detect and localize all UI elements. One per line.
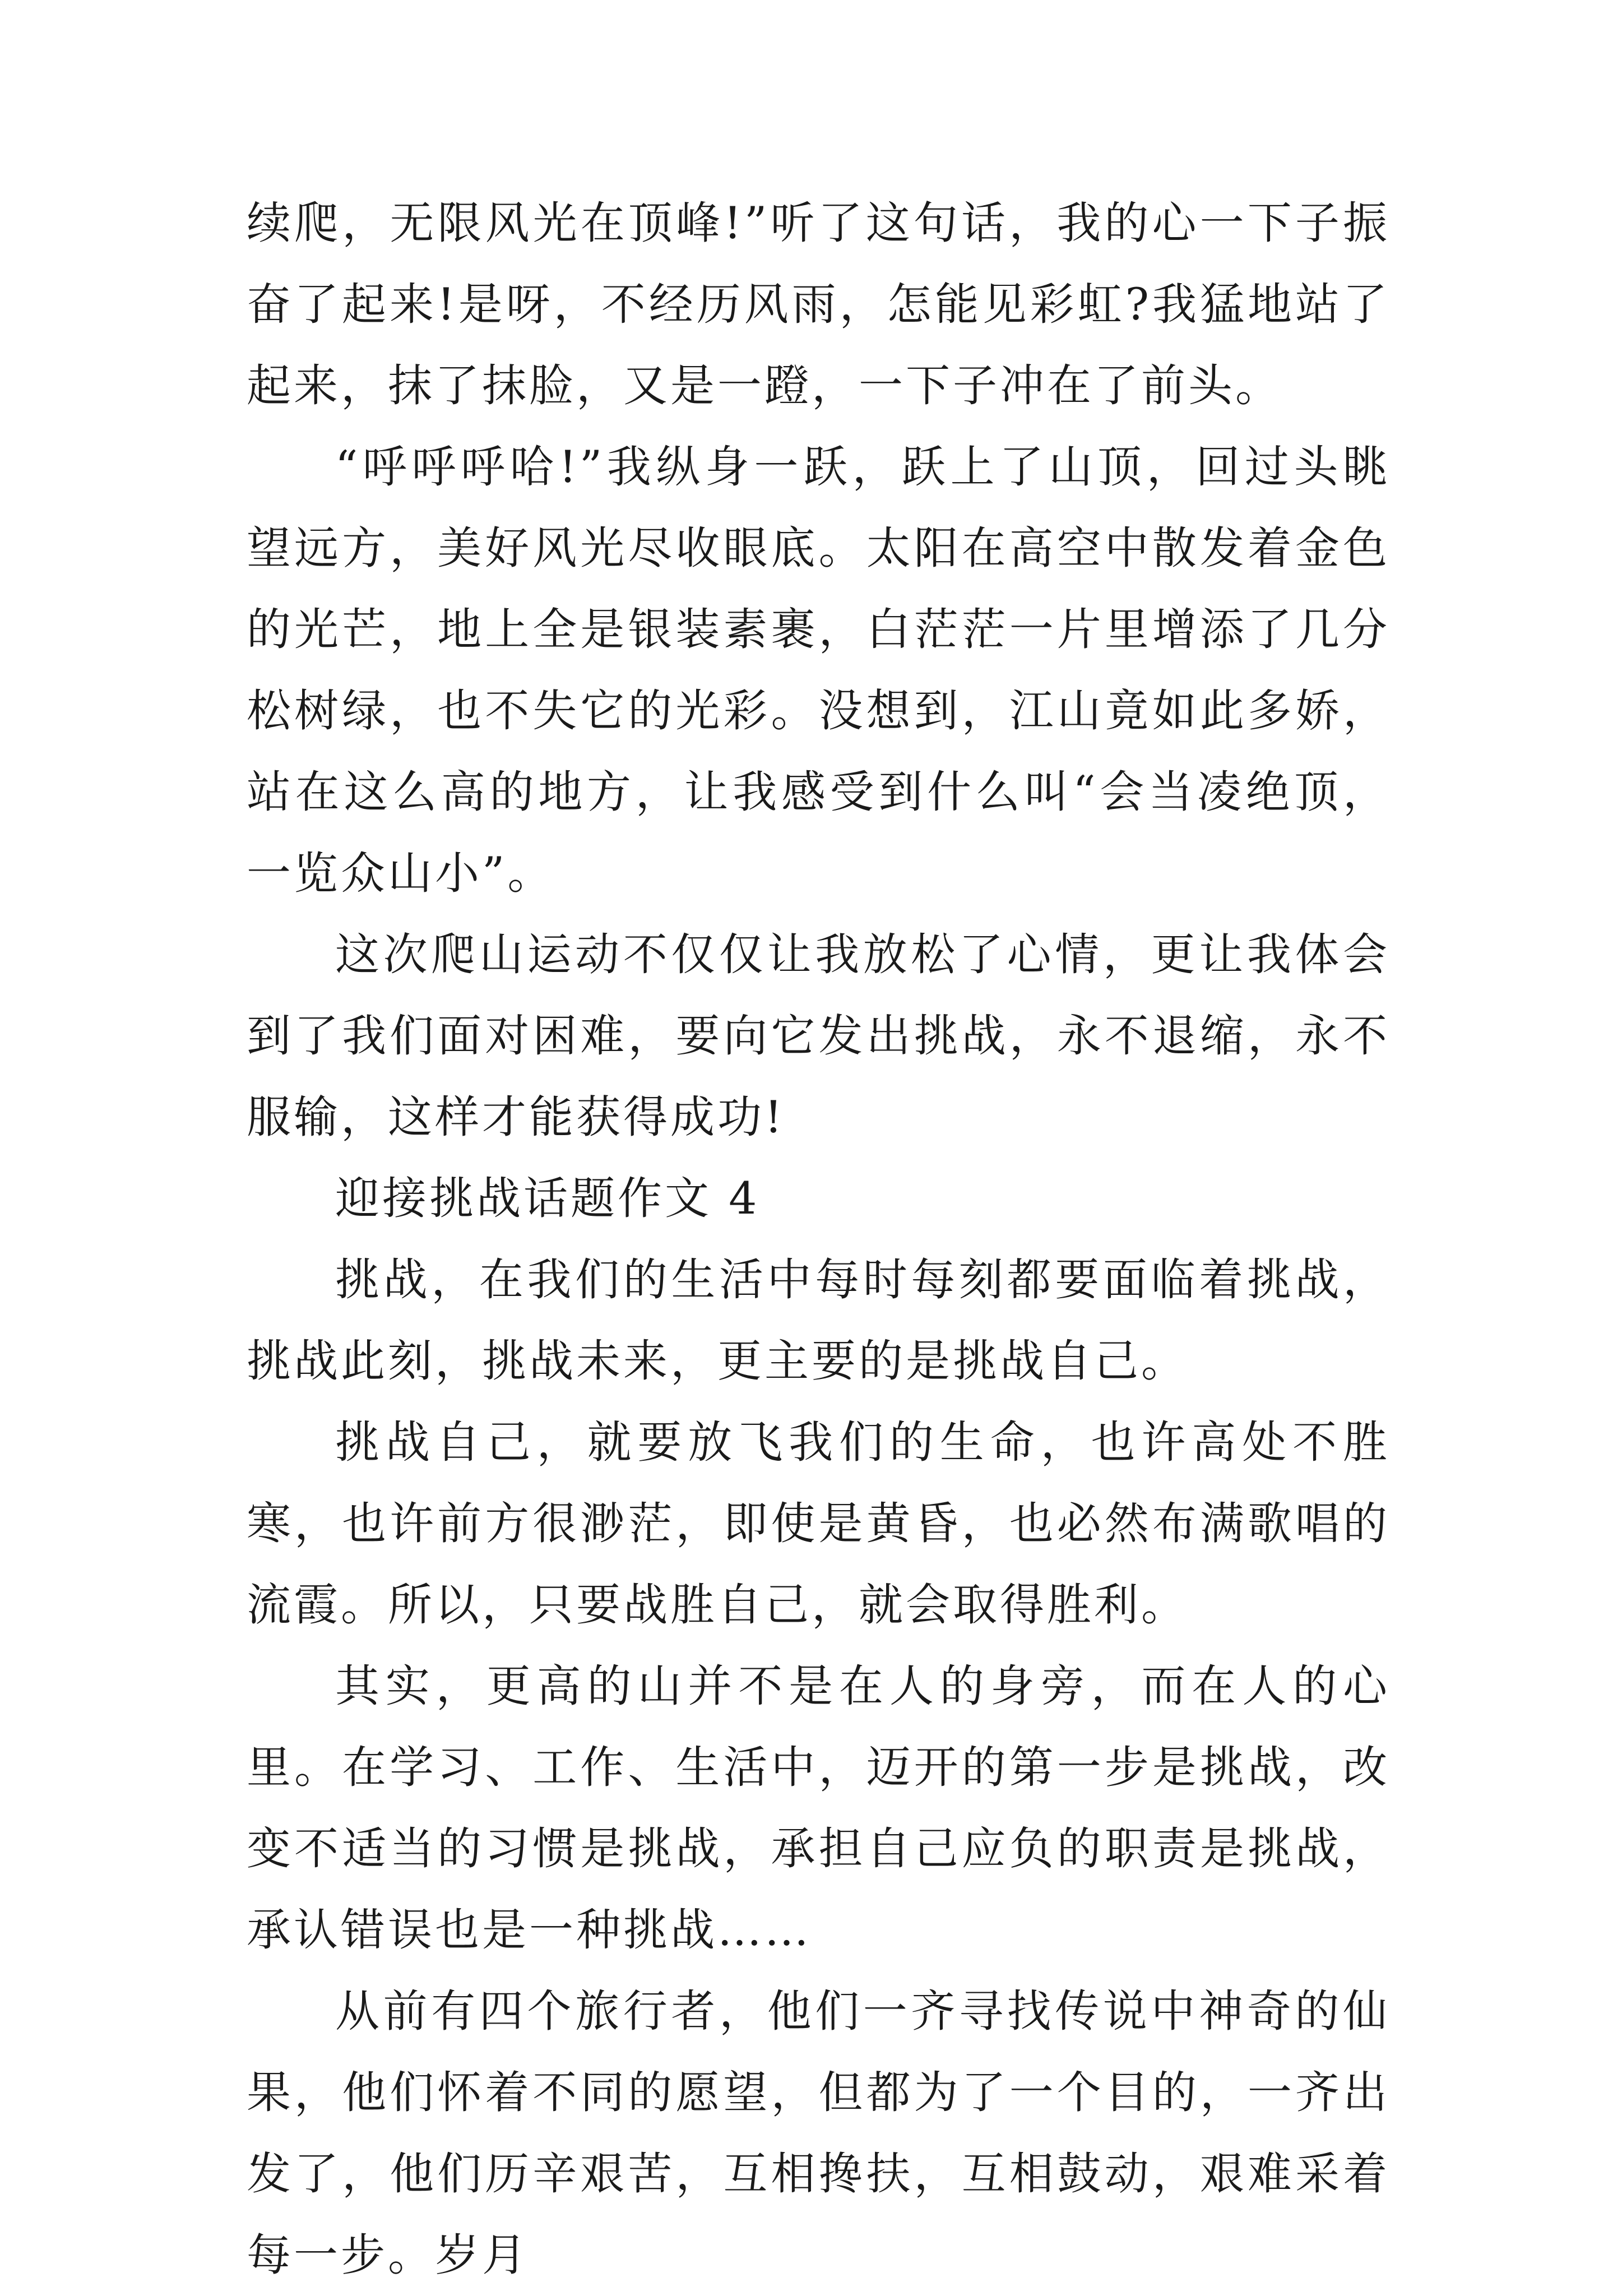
paragraph-reflection: 这次爬山运动不仅仅让我放松了心情，更让我体会到了我们面对困难，要向它发出挑战，永不退缩，永不服输，这样才能获得成功! — [247, 929, 1390, 1143]
essay-heading: 迎接挑战话题作文 4 — [335, 1173, 760, 1224]
paragraph-challenge-self: 挑战自己，就要放飞我们的生命，也许高处不胜寒，也许前方很渺茫，即使是黄昏，也必然布满歌唱的流霞。所以，只要战胜自己，就会取得胜利。 — [247, 1417, 1390, 1631]
essay-body — [247, 183, 1390, 2296]
paragraph-higher-mountain: 其实，更高的山并不是在人的身旁，而在人的心里。在学习、工作、生活中，迈开的第一步是挑战，改变不适当的习惯是挑战，承担自己应负的职责是挑战，承认错误也是一种挑战…… — [247, 1660, 1390, 1956]
paragraph-four-travelers: 从前有四个旅行者，他们一齐寻找传说中神奇的仙果，他们怀着不同的愿望，但都为了一个目的，一齐出发了，他们历辛艰苦，互相搀扶，互相鼓动，艰难采着每一步。岁月 — [247, 1985, 1390, 2281]
paragraph-challenge-intro: 挑战，在我们的生活中每时每刻都要面临着挑战，挑战此刻，挑战未来，更主要的是挑战自己。 — [247, 1254, 1390, 1387]
paragraph-summit: “呼呼呼哈!”我纵身一跃，跃上了山顶，回过头眺望远方，美好风光尽收眼底。太阳在高空中散发着金色的光芒，地上全是银装素裹，白茫茫一片里增添了几分松树绿，也不失它的光彩。没想到，江山竟如此多娇，站在这么高的地方，让我感受到什么叫“会当凌绝顶，一览众山小”。 — [247, 441, 1390, 899]
paragraph-continued-climb: 续爬，无限风光在顶峰!”听了这句话，我的心一下子振奋了起来!是呀，不经历风雨，怎能见彩虹?我猛地站了起来，抹了抹脸，又是一蹬，一下子冲在了前头。 — [247, 197, 1390, 411]
